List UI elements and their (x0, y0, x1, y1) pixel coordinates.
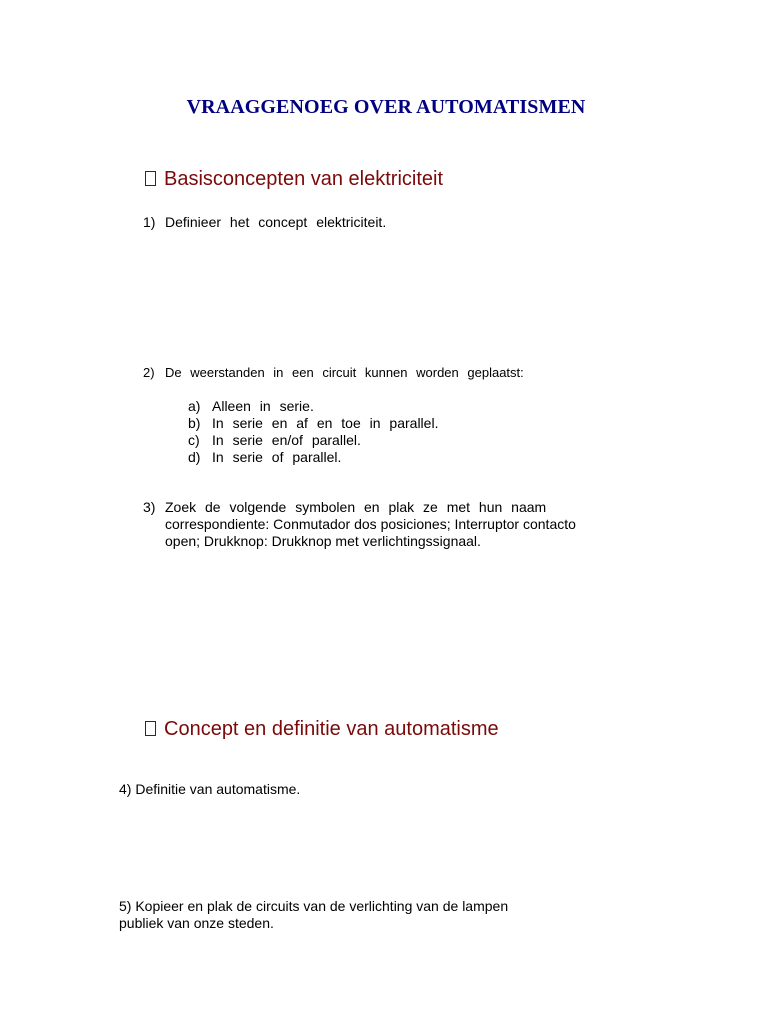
question-line: 5) Kopieer en plak de circuits van de verlichting van de lampen (119, 898, 509, 914)
question-line: Zoek de volgende symbolen en plak ze met hun naam (165, 499, 547, 515)
question-number: 3) (143, 499, 156, 515)
question-5 (119, 898, 508, 932)
square-bullet-icon (145, 721, 156, 736)
document-title: VRAAGGENOEG OVER AUTOMATISMEN (186, 96, 586, 118)
option-text: Alleen in serie. (212, 398, 314, 414)
option-text: In serie of parallel. (212, 449, 342, 465)
option-label: a) (188, 398, 201, 414)
question-line: correspondiente: Conmutador dos posiciones; Interruptor contacto (165, 516, 576, 532)
option-label: d) (188, 449, 201, 465)
question-3 (143, 499, 643, 553)
question-text: De weerstanden in een circuit kunnen worden geplaatst: (165, 365, 524, 380)
question-text: Definieer het concept elektriciteit. (165, 214, 387, 230)
question-2 (143, 364, 524, 381)
section-heading-text: Basisconcepten van elektriciteit (164, 168, 444, 190)
option-text: In serie en/of parallel. (212, 432, 361, 448)
answer-options (188, 398, 438, 466)
option-a (188, 398, 438, 415)
square-bullet-icon (145, 171, 156, 186)
question-1 (143, 214, 386, 231)
question-line: open; Drukknop: Drukknop met verlichtingssignaal. (165, 533, 481, 549)
option-d (188, 449, 438, 466)
section-heading-automation (145, 718, 499, 741)
question-text (165, 499, 576, 550)
option-text: In serie en af en toe in parallel. (212, 415, 439, 431)
question-number: 2) (143, 365, 155, 380)
option-label: c) (188, 432, 200, 448)
question-line: publiek van onze steden. (119, 915, 274, 931)
section-heading-basics (145, 168, 443, 191)
section-heading-text: Concept en definitie van automatisme (164, 718, 499, 740)
option-c (188, 432, 438, 449)
question-4: 4) Definitie van automatisme. (119, 781, 301, 797)
option-b (188, 415, 438, 432)
option-label: b) (188, 415, 201, 431)
question-number: 1) (143, 214, 156, 230)
